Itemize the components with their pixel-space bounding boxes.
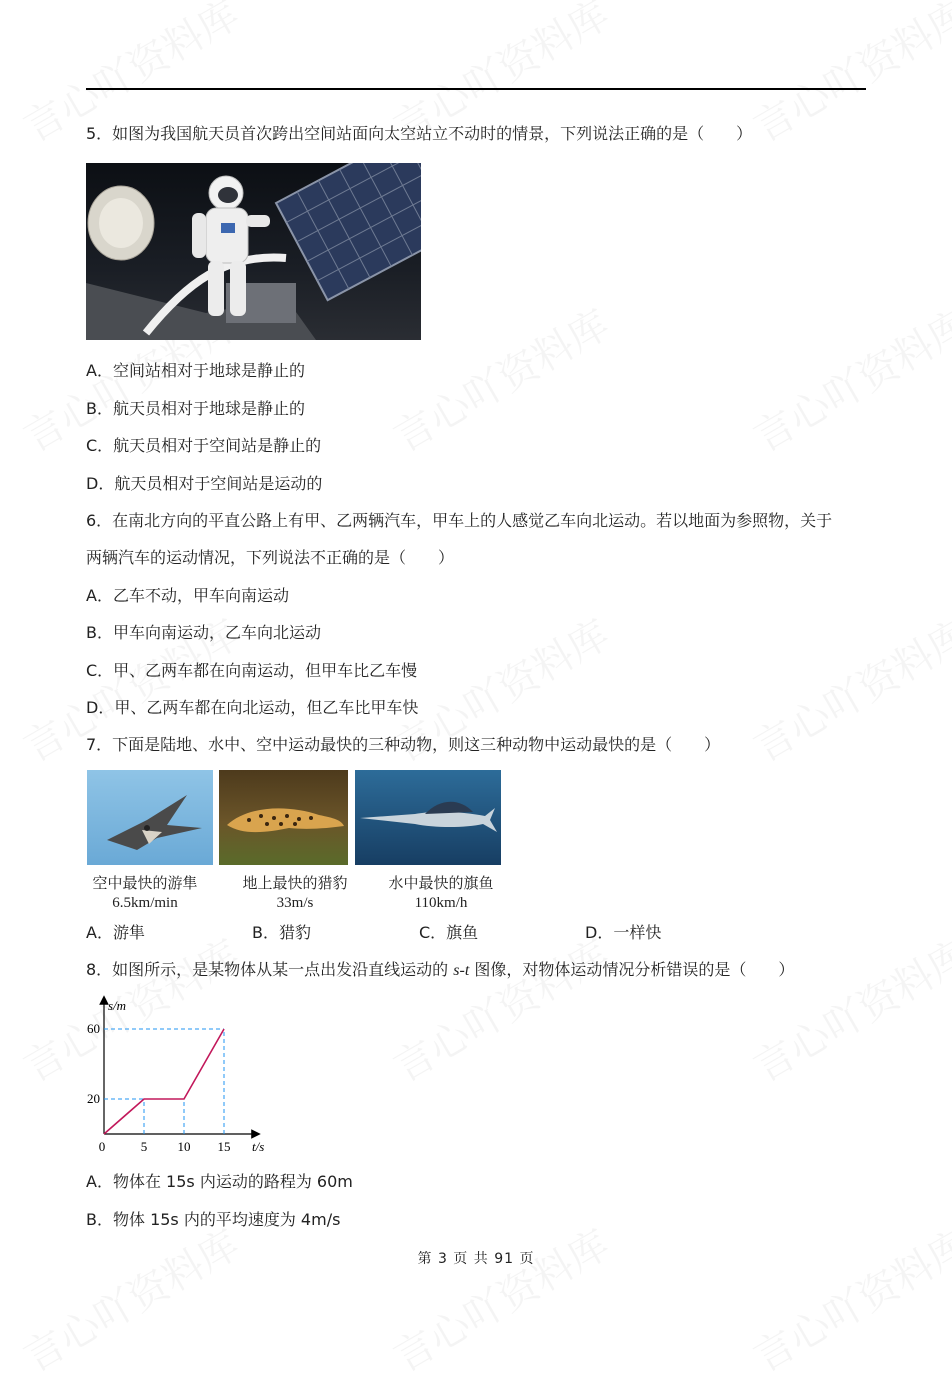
series-line [104, 1029, 224, 1134]
q6-option-c: C．甲、乙两车都在向南运动，但甲车比乙车慢 [86, 661, 418, 680]
watermark [742, 294, 952, 463]
watermark [12, 1214, 248, 1383]
falcon-photo [87, 770, 213, 865]
sailfish-caption [376, 875, 506, 913]
q8-stem-var: s-t [453, 962, 470, 979]
sailfish-name: 水中最快的旗鱼 [388, 876, 494, 892]
cheetah-caption [230, 875, 360, 913]
falcon-speed: 6.5km/min [112, 895, 178, 911]
q8-stem-pre: 8．如图所示，是某物体从某一点出发沿直线运动的 [86, 960, 454, 979]
falcon-name: 空中最快的游隼 [92, 876, 198, 892]
q5-stem: 5．如图为我国航天员首次跨出空间站面向太空站立不动时的情景，下列说法正确的是（ ） [86, 124, 753, 143]
y-tick-label: 20 [87, 1091, 100, 1106]
q6-option-b: B．甲车向南运动，乙车向北运动 [86, 623, 321, 642]
x-tick-label: 5 [140, 1139, 148, 1154]
watermark [742, 1214, 952, 1383]
q6-option-a: A．乙车不动，甲车向南运动 [86, 586, 289, 605]
q5-option-a: A．空间站相对于地球是静止的 [86, 361, 305, 380]
q8-option-a: A．物体在 15s 内运动的路程为 60m [86, 1172, 353, 1191]
q7-option-b: B．猎豹 [252, 923, 311, 942]
cheetah-name: 地上最快的猎豹 [242, 876, 348, 892]
st-chart [80, 992, 280, 1157]
q7-option-a: A．游隼 [86, 923, 145, 942]
sailfish-photo [355, 770, 501, 865]
header-rule [86, 88, 866, 90]
y-axis-label: s/m [108, 998, 127, 1013]
q6-option-d: D．甲、乙两车都在向北运动，但乙车比甲车快 [86, 698, 419, 717]
x-tick-label: 10 [177, 1139, 191, 1154]
cheetah-speed: 33m/s [276, 895, 314, 911]
x-tick-label: 15 [217, 1139, 231, 1154]
y-tick-label: 60 [87, 1021, 100, 1036]
falcon-caption [80, 875, 210, 913]
watermark [742, 604, 952, 773]
x-axis-label: t/s [252, 1139, 265, 1154]
watermark [742, 0, 952, 153]
q8-stem-post: 图像，对物体运动情况分析错误的是（ ） [469, 960, 795, 979]
watermark [382, 924, 618, 1093]
cheetah-photo [219, 770, 348, 865]
q7-option-d: D．一样快 [585, 923, 662, 942]
q7-option-c: C．旗鱼 [419, 923, 479, 942]
watermark [742, 924, 952, 1093]
q8-stem [86, 960, 794, 981]
sailfish-speed: 110km/h [414, 895, 468, 911]
q5-option-c: C．航天员相对于空间站是静止的 [86, 436, 322, 455]
q6-stem-line1: 6．在南北方向的平直公路上有甲、乙两辆汽车，甲车上的人感觉乙车向北运动。若以地面为参照物，关于 [86, 511, 833, 530]
q5-option-d: D．航天员相对于空间站是运动的 [86, 474, 323, 493]
x-tick-label: 0 [98, 1139, 106, 1154]
page-footer: 第 3 页 共 91 页 [417, 1251, 535, 1267]
watermark [382, 1214, 618, 1383]
q7-stem: 7．下面是陆地、水中、空中运动最快的三种动物，则这三种动物中运动最快的是（ ） [86, 735, 721, 754]
q8-option-b: B．物体 15s 内的平均速度为 4m/s [86, 1210, 341, 1229]
astronaut-photo [86, 163, 421, 340]
q6-stem-line2: 两辆汽车的运动情况，下列说法不正确的是（ ） [86, 548, 455, 567]
q5-option-b: B．航天员相对于地球是静止的 [86, 399, 305, 418]
